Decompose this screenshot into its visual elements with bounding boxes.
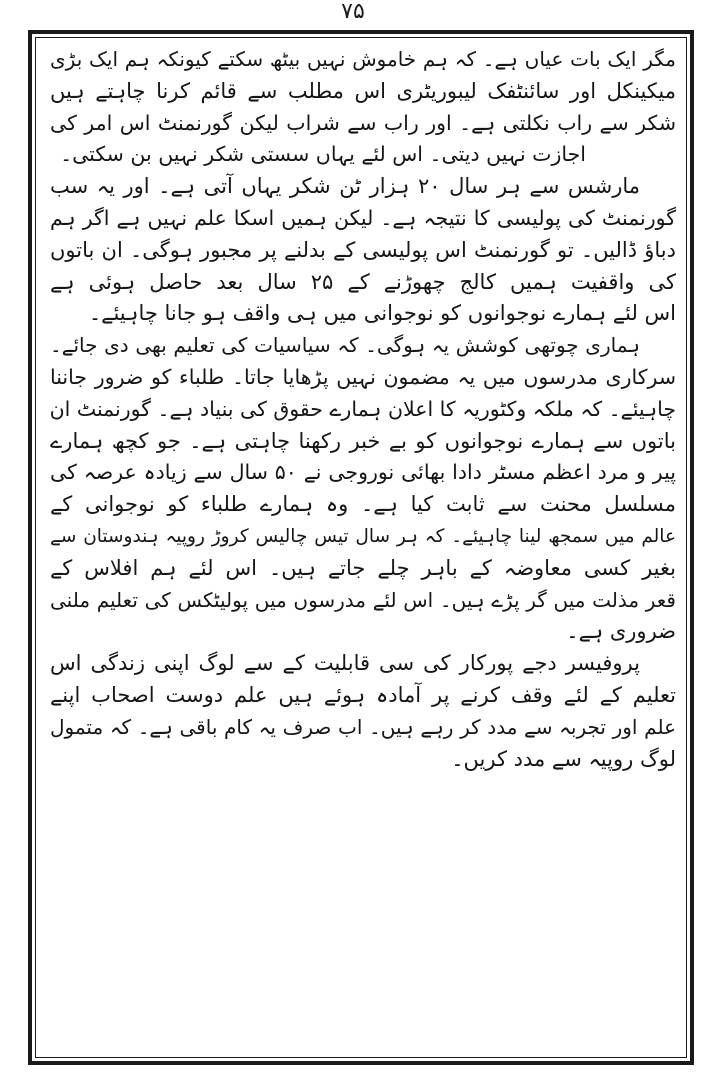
- text-line: باتوں سے ہمارے نوجوانوں کو بے خبر رکھنا چاہتی ہے۔ جو کچھ ہمارے: [50, 428, 676, 453]
- text-line: اس لئے ہمارے نوجوانوں کو نوجوانی میں ہی واقف ہو جانا چاہیئے۔: [88, 301, 676, 326]
- body-text: [50, 44, 676, 1044]
- text-line: گورنمنٹ کی پولیسی کا نتیجہ ہے۔ لیکن ہمیں اسکا علم نہیں ہے اگر ہم: [50, 205, 676, 230]
- text-line: ضروری ہے۔: [566, 619, 676, 644]
- text-line: لوگ روپیہ سے مدد کریں۔: [451, 746, 676, 771]
- text-line: شکر سے راب نکلتی ہے۔ اور راب سے شراب لیکن گورنمنٹ اس امر کی: [50, 110, 676, 135]
- text-line: میکینکل اور سائنٹفک لیبوریٹری اس مطلب سے قائم کرنا چاہتے ہیں: [50, 78, 676, 103]
- text-line: کی واقفیت ہمیں کالج چھوڑنے کے ۲۵ سال بعد حاصل ہوئی ہے: [50, 269, 676, 294]
- text-line: چاہیئے۔ کہ ملکہ وکٹوریہ کا اعلان ہمارے حقوق کی بنیاد ہے۔ گورنمنٹ ان: [50, 396, 676, 421]
- text-line: پروفیسر دجے پورکار کی سی قابلیت کے سے لوگ اپنی زندگی اس: [50, 651, 640, 676]
- text-line: مارشس سے ہر سال ۲۰ ہزار ٹن شکر یہاں آتی ہے۔ اور یہ سب: [50, 174, 640, 199]
- text-line: سرکاری مدرسوں میں یہ مضمون نہیں پڑھایا جاتا۔ طلباء کو ضرور جاننا: [50, 364, 676, 389]
- text-line: قعر مذلت میں گر پڑے ہیں۔ اس لئے مدرسوں میں پولیٹکس کی تعلیم ملنی: [50, 587, 676, 612]
- text-line: بغیر کسی معاوضہ کے باہر چلے جاتے ہیں۔ اس لئے ہم افلاس کے: [50, 555, 676, 580]
- text-line: اجازت نہیں دیتی۔ اس لئے یہاں سستی شکر نہیں بن سکتی۔: [60, 142, 586, 167]
- text-line: مگر ایک بات عیاں ہے۔ کہ ہم خاموش نہیں بیٹھ سکتے کیونکہ ہم ایک بڑی: [50, 47, 676, 71]
- text-line: دباؤ ڈالیں۔ تو گورنمنٹ اس پولیسی کے بدلنے پر مجبور ہوگی۔ ان باتوں: [50, 237, 676, 262]
- text-line: ہماری چوتھی کوشش یہ ہوگی۔ کہ سیاسیات کی تعلیم بھی دی جائے۔: [50, 333, 640, 358]
- page-number: ۷۵: [341, 0, 365, 24]
- text-line: مسلسل محنت سے ثابت کیا ہے۔ وہ ہمارے طلباء کو نوجوانی کے: [50, 492, 676, 517]
- text-line: علم اور تجربہ سے مدد کر رہے ہیں۔ اب صرف یہ کام باقی ہے۔ کہ متمول: [50, 714, 676, 739]
- text-line: پیر و مرد اعظم مسٹر دادا بھائی نوروجی نے ۵۰ سال سے زیادہ عرصہ کی: [50, 460, 676, 485]
- text-line: تعلیم کے لئے وقف کرنے پر آمادہ ہوئے ہیں علم دوست اصحاب اپنے: [50, 682, 676, 707]
- text-line: عالم میں سمجھ لینا چاہیئے۔ کہ ہر سال تیس چالیس کروڑ روپیہ ہندوستان سے: [50, 525, 676, 547]
